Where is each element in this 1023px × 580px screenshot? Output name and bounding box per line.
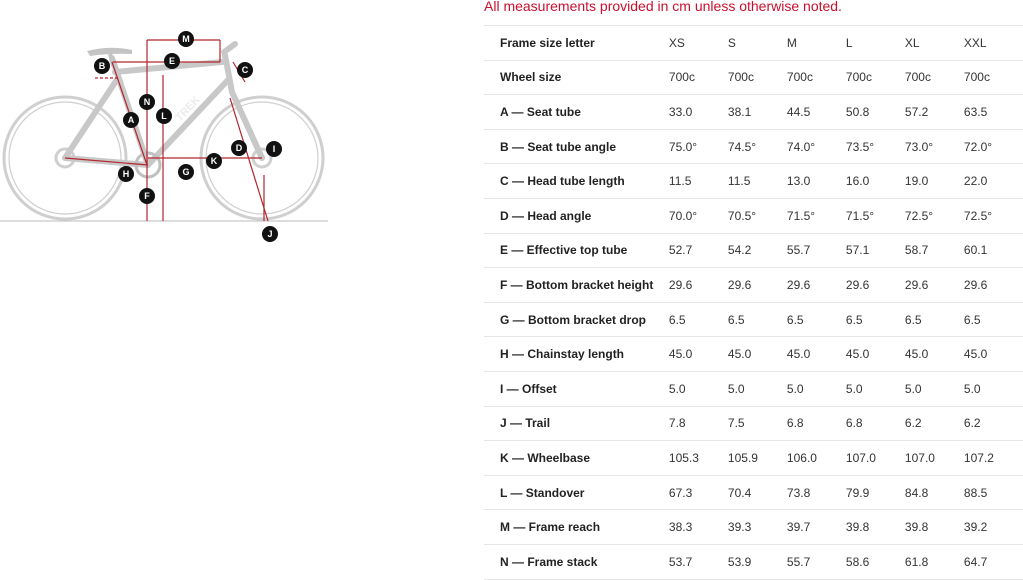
cell-value: 39.3 — [728, 510, 787, 545]
cell-value: 72.0° — [964, 129, 1023, 164]
badge-e — [164, 53, 180, 69]
cell-value: 44.5 — [787, 95, 846, 130]
cell-value: 16.0 — [846, 164, 905, 199]
cell-value: 73.5° — [846, 129, 905, 164]
row-label: J — Trail — [484, 406, 669, 441]
svg-text:E: E — [168, 56, 176, 67]
cell-value: 13.0 — [787, 164, 846, 199]
cell-value: 105.9 — [728, 441, 787, 476]
table-row — [484, 129, 1023, 164]
svg-text:I: I — [272, 144, 276, 155]
table-row — [484, 406, 1023, 441]
badge-b — [94, 58, 110, 74]
cell-value: 11.5 — [669, 164, 728, 199]
table-header-row — [484, 26, 1023, 61]
badge-m — [178, 31, 194, 47]
cell-value: 29.6 — [787, 268, 846, 303]
cell-value: 64.7 — [964, 544, 1023, 579]
row-label: H — Chainstay length — [484, 337, 669, 372]
badge-f — [139, 188, 155, 204]
row-label: F — Bottom bracket height — [484, 268, 669, 303]
svg-text:M: M — [182, 34, 190, 45]
svg-text:B: B — [98, 61, 106, 72]
cell-value: 7.5 — [728, 406, 787, 441]
cell-value: 63.5 — [964, 95, 1023, 130]
cell-value: 45.0 — [669, 337, 728, 372]
cell-value: 6.5 — [787, 302, 846, 337]
cell-value: 45.0 — [787, 337, 846, 372]
table-row — [484, 233, 1023, 268]
cell-value: 58.6 — [846, 544, 905, 579]
cell-value: 6.5 — [669, 302, 728, 337]
cell-value: 11.5 — [728, 164, 787, 199]
cell-value: 61.8 — [905, 544, 964, 579]
cell-value: 29.6 — [964, 268, 1023, 303]
table-row — [484, 95, 1023, 130]
cell-value: 39.8 — [905, 510, 964, 545]
size-header: XL — [905, 26, 964, 61]
row-label: L — Standover — [484, 475, 669, 510]
badge-a — [123, 112, 139, 128]
table-row — [484, 371, 1023, 406]
table-row — [484, 544, 1023, 579]
cell-value: 5.0 — [728, 371, 787, 406]
table-row — [484, 60, 1023, 95]
cell-value: 74.5° — [728, 129, 787, 164]
row-label: Wheel size — [484, 60, 669, 95]
table-row — [484, 475, 1023, 510]
cell-value: 73.0° — [905, 129, 964, 164]
cell-value: 107.0 — [846, 441, 905, 476]
size-header: XXL — [964, 26, 1023, 61]
svg-text:C: C — [241, 65, 249, 76]
table-row — [484, 198, 1023, 233]
size-header: L — [846, 26, 905, 61]
cell-value: 38.3 — [669, 510, 728, 545]
cell-value: 45.0 — [846, 337, 905, 372]
cell-value: 50.8 — [846, 95, 905, 130]
cell-value: 39.2 — [964, 510, 1023, 545]
size-header: M — [787, 26, 846, 61]
badge-j — [262, 226, 278, 242]
cell-value: 700c — [846, 60, 905, 95]
table-row — [484, 510, 1023, 545]
badge-n — [139, 94, 155, 110]
cell-value: 45.0 — [905, 337, 964, 372]
table-row — [484, 337, 1023, 372]
cell-value: 29.6 — [905, 268, 964, 303]
badge-d — [231, 140, 247, 156]
cell-value: 29.6 — [728, 268, 787, 303]
svg-text:D: D — [235, 143, 243, 154]
cell-value: 6.2 — [905, 406, 964, 441]
cell-value: 6.5 — [846, 302, 905, 337]
cell-value: 55.7 — [787, 544, 846, 579]
row-label: E — Effective top tube — [484, 233, 669, 268]
row-label: K — Wheelbase — [484, 441, 669, 476]
cell-value: 5.0 — [669, 371, 728, 406]
cell-value: 72.5° — [905, 198, 964, 233]
badge-k — [206, 153, 222, 169]
cell-value: 57.1 — [846, 233, 905, 268]
size-header: XS — [669, 26, 728, 61]
svg-text:G: G — [182, 167, 190, 178]
svg-text:A: A — [127, 115, 135, 126]
cell-value: 71.5° — [846, 198, 905, 233]
cell-value: 107.2 — [964, 441, 1023, 476]
header-label: Frame size letter — [484, 26, 669, 61]
svg-text:F: F — [144, 191, 150, 202]
table-row — [484, 302, 1023, 337]
row-label: G — Bottom bracket drop — [484, 302, 669, 337]
cell-value: 5.0 — [905, 371, 964, 406]
row-label: N — Frame stack — [484, 544, 669, 579]
cell-value: 5.0 — [846, 371, 905, 406]
cell-value: 70.5° — [728, 198, 787, 233]
cell-value: 6.5 — [964, 302, 1023, 337]
cell-value: 57.2 — [905, 95, 964, 130]
cell-value: 39.8 — [846, 510, 905, 545]
table-row — [484, 441, 1023, 476]
bike-geometry-diagram — [0, 20, 330, 250]
cell-value: 45.0 — [728, 337, 787, 372]
cell-value: 71.5° — [787, 198, 846, 233]
geometry-table — [484, 25, 1023, 580]
cell-value: 105.3 — [669, 441, 728, 476]
cell-value: 5.0 — [964, 371, 1023, 406]
cell-value: 72.5° — [964, 198, 1023, 233]
cell-value: 53.9 — [728, 544, 787, 579]
cell-value: 79.9 — [846, 475, 905, 510]
cell-value: 700c — [905, 60, 964, 95]
cell-value: 38.1 — [728, 95, 787, 130]
cell-value: 39.7 — [787, 510, 846, 545]
cell-value: 700c — [669, 60, 728, 95]
measurement-units-note: All measurements provided in cm unless otherwise noted. — [484, 0, 842, 14]
cell-value: 29.6 — [669, 268, 728, 303]
cell-value: 88.5 — [964, 475, 1023, 510]
cell-value: 29.6 — [846, 268, 905, 303]
cell-value: 5.0 — [787, 371, 846, 406]
cell-value: 7.8 — [669, 406, 728, 441]
cell-value: 70.4 — [728, 475, 787, 510]
row-label: B — Seat tube angle — [484, 129, 669, 164]
cell-value: 53.7 — [669, 544, 728, 579]
cell-value: 55.7 — [787, 233, 846, 268]
svg-text:N: N — [143, 97, 151, 108]
row-label: M — Frame reach — [484, 510, 669, 545]
cell-value: 6.8 — [787, 406, 846, 441]
cell-value: 700c — [728, 60, 787, 95]
cell-value: 73.8 — [787, 475, 846, 510]
size-header: S — [728, 26, 787, 61]
cell-value: 22.0 — [964, 164, 1023, 199]
table-row — [484, 268, 1023, 303]
cell-value: 6.5 — [728, 302, 787, 337]
badge-g — [178, 164, 194, 180]
cell-value: 58.7 — [905, 233, 964, 268]
badge-h — [118, 166, 134, 182]
cell-value: 54.2 — [728, 233, 787, 268]
badge-i — [266, 141, 282, 157]
badge-c — [237, 62, 253, 78]
cell-value: 84.8 — [905, 475, 964, 510]
cell-value: 67.3 — [669, 475, 728, 510]
cell-value: 6.2 — [964, 406, 1023, 441]
brand-text: TREK — [173, 93, 203, 125]
svg-text:H: H — [122, 169, 130, 180]
cell-value: 106.0 — [787, 441, 846, 476]
badge-l — [156, 108, 172, 124]
cell-value: 74.0° — [787, 129, 846, 164]
cell-value: 60.1 — [964, 233, 1023, 268]
cell-value: 45.0 — [964, 337, 1023, 372]
row-label: C — Head tube length — [484, 164, 669, 199]
cell-value: 107.0 — [905, 441, 964, 476]
row-label: D — Head angle — [484, 198, 669, 233]
cell-value: 700c — [787, 60, 846, 95]
cell-value: 700c — [964, 60, 1023, 95]
table-row — [484, 164, 1023, 199]
cell-value: 33.0 — [669, 95, 728, 130]
cell-value: 6.8 — [846, 406, 905, 441]
cell-value: 19.0 — [905, 164, 964, 199]
row-label: I — Offset — [484, 371, 669, 406]
cell-value: 75.0° — [669, 129, 728, 164]
cell-value: 70.0° — [669, 198, 728, 233]
svg-text:L: L — [161, 111, 167, 122]
svg-text:K: K — [210, 156, 218, 167]
svg-text:J: J — [267, 229, 273, 240]
row-label: A — Seat tube — [484, 95, 669, 130]
cell-value: 6.5 — [905, 302, 964, 337]
cell-value: 52.7 — [669, 233, 728, 268]
